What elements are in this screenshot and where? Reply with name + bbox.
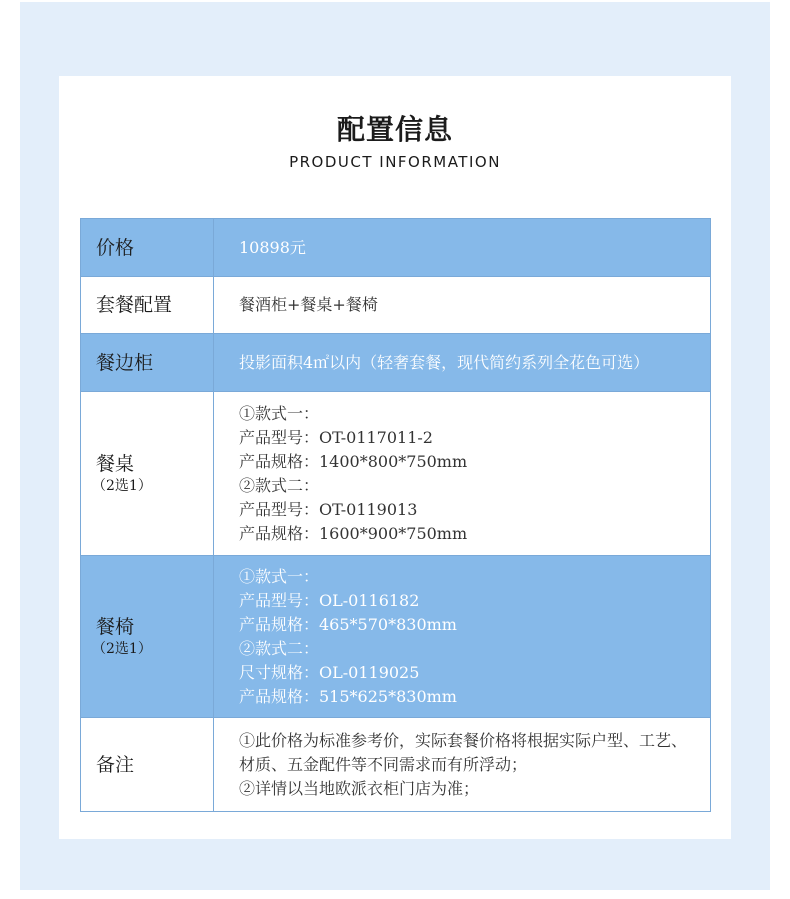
dining-chair-line: 产品型号：OL-0116182: [239, 590, 420, 610]
dining-chair-line: 产品规格：515*625*830mm: [239, 686, 457, 706]
dining-table-line: 产品型号：OT-0117011-2: [239, 427, 433, 447]
dining-chair-details: [214, 556, 711, 718]
price-label: 价格: [81, 219, 214, 277]
dining-table-details: [214, 392, 711, 556]
dining-table-line: ②款式二：: [239, 475, 320, 495]
dining-table-label-cell: [81, 392, 214, 556]
page-title: 配置信息: [336, 113, 453, 146]
table-row-dining-table: [81, 392, 711, 556]
dining-chair-line: 尺寸规格：OL-0119025: [239, 662, 420, 682]
sideboard-label: 餐边柜: [81, 334, 214, 392]
table-row-package: [81, 277, 711, 334]
package-label: 套餐配置: [81, 277, 214, 334]
dining-table-sublabel: （2选1）: [92, 477, 152, 494]
remarks-details: [214, 718, 711, 812]
dining-chair-line: ①款式一：: [239, 566, 320, 586]
remarks-label: 备注: [81, 718, 214, 812]
remarks-line: ①此价格为标准参考价，实际套餐价格将根据实际户型、工艺、材质、五金配件等不同需求而有所浮动；: [239, 730, 688, 774]
table-row-dining-chair: [81, 556, 711, 718]
sideboard-value: 投影面积4㎡以内（轻奢套餐，现代简约系列全花色可选）: [214, 334, 711, 392]
dining-table-line: ①款式一：: [239, 403, 320, 423]
dining-table-line: 产品规格：1400*800*750mm: [239, 451, 468, 471]
dining-chair-label-cell: [81, 556, 214, 718]
dining-table-line: 产品型号：OT-0119013: [239, 499, 418, 519]
table-row-price: [81, 219, 711, 277]
dining-table-label: 餐桌: [96, 452, 135, 475]
table-row-remarks: [81, 718, 711, 812]
dining-chair-line: 产品规格：465*570*830mm: [239, 614, 457, 634]
dining-chair-sublabel: （2选1）: [92, 640, 152, 657]
price-value: 10898元: [214, 219, 711, 277]
table-row-sideboard: [81, 334, 711, 392]
dining-table-line: 产品规格：1600*900*750mm: [239, 523, 468, 543]
dining-chair-line: ②款式二：: [239, 638, 320, 658]
dining-chair-label: 餐椅: [96, 615, 135, 638]
page-subtitle: PRODUCT INFORMATION: [289, 153, 501, 171]
package-value: 餐酒柜+餐桌+餐椅: [214, 277, 711, 334]
spec-table: [80, 218, 711, 812]
remarks-line: ②详情以当地欧派衣柜门店为准；: [239, 778, 480, 798]
